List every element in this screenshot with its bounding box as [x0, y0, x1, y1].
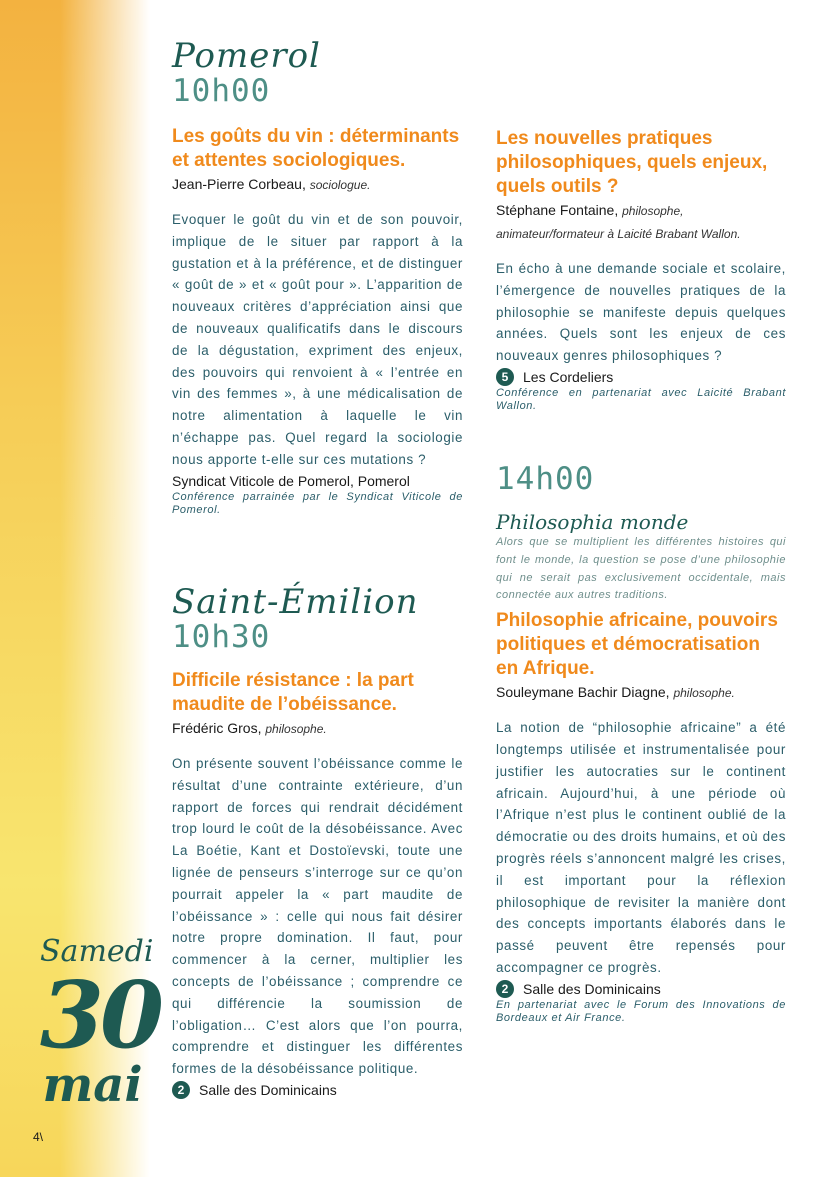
talk-note: Conférence parrainée par le Syndicat Viticole de Pomerol. [172, 490, 463, 516]
talk-title: Les goûts du vin : déterminants et attentes sociologiques. [172, 126, 460, 171]
talk-description: En écho à une demande sociale et scolaire, l’émergence de nouvelles pratiques de la philosophie se manifeste depuis quelques années. Quels sont les enjeux de ces nouveaux genres philosophiques ? [496, 261, 786, 364]
venue [496, 367, 786, 387]
speaker-role: sociologue. [309, 178, 371, 192]
speaker [172, 717, 463, 740]
speaker [496, 199, 786, 245]
time-heading: 10h00 [172, 73, 271, 109]
speaker-name: Souleymane Bachir Diagne, [496, 684, 670, 701]
venue-name: Salle des Dominicains [523, 980, 661, 997]
date-number: 30 [40, 961, 161, 1069]
date-day: Samedi [40, 934, 154, 969]
saint-emilion-section [172, 584, 463, 1100]
venue [496, 979, 786, 999]
practices-talk [496, 127, 786, 413]
time-heading: 14h00 [496, 461, 595, 497]
speaker [496, 681, 786, 704]
afternoon-section [496, 462, 786, 1025]
speaker-name: Frédéric Gros, [172, 720, 262, 736]
pomerol-section [172, 38, 463, 517]
speaker-name: Jean-Pierre Corbeau, [172, 176, 306, 192]
talk-description: La notion de “philosophie africaine” a été longtemps utilisée et instrumentalisée pour justifier les autocraties sur le continent africain. Aujourd’hui, à une période où l’Afrique n’est plus le continent oublié de la démocratie ou des droits humains, et où des progrès réels s’annoncent malgré les crises, il est important pour la réflexion philosophique de revisiter la manière dont des concepts importants élaborés dans le passé peuvent être repensés pour accompagner ce progrès. [496, 720, 786, 975]
venue [172, 1080, 463, 1100]
speaker-role: philosophe, animateur/formateur à Laicité Brabant Wallon. [496, 204, 741, 241]
talk-note: En partenariat avec le Forum des Innovations de Bordeaux et Air France. [496, 998, 786, 1024]
date-block [40, 934, 161, 1113]
venue-name: Salle des Dominicains [199, 1081, 337, 1098]
venue-name: Les Cordeliers [523, 368, 614, 385]
venue-number-icon: 5 [496, 368, 514, 386]
date-month: mai [42, 1057, 143, 1113]
cycle-intro: Alors que se multiplient les différentes histoires qui font le monde, la question se pose d’une philosophie qui ne serait pas exclusivement occidentale, mais connectée aux autres traditions. [496, 536, 786, 602]
talk-description: On présente souvent l’obéissance comme le résultat d’une contrainte extérieure, d’un rapport de forces qui rendrait décidément trop lourd le coût de la désobéissance. Avec La Boétie, Kant et Dostoïevski, toute une lignée de penseurs s’interroge sur ce qu’on pourrait appeler la « part maudite de l’obéissance » : celle qui nous fait désirer notre propre domination. Il faut, pour commencer à la cerner, multiplier les concepts de l’obéissance ; comprendre ce qui différencie la soumission de l’obligation… C’est alors que l’on pourra, comprendre et distinguer les différentes formes de la désobéissance politique. [172, 756, 463, 1077]
talk-title: Les nouvelles pratiques philosophiques, quels enjeux, quels outils ? [496, 128, 768, 197]
talk-description: Evoquer le goût du vin et de son pouvoir, implique de le situer par rapport à la gustation et à la préférence, et de distinguer « goût de » et « goût pour ». L’apparition de nouveaux critères d’appréciation ainsi que de nouveaux qualificatifs dans le discours de la dégustation, expriment des enjeux, des pouvoirs qui renvoient à « l’entrée en vin des femmes », à une médicalisation de notre alimentation à laquelle le vin n’échappe pas. Quel regard la sociologie nous apporte t-elle sur ces mutations ? [172, 212, 463, 467]
organizer: Syndicat Viticole de Pomerol, Pomerol [172, 472, 410, 489]
speaker-name: Stéphane Fontaine, [496, 202, 619, 218]
talk-note: Conférence en partenariat avec Laicité Brabant Wallon. [496, 386, 786, 412]
page-number: 4\ [33, 1130, 44, 1144]
speaker-role: philosophe. [673, 686, 735, 701]
venue-number-icon: 2 [172, 1081, 190, 1099]
venue-number-icon: 2 [496, 980, 514, 998]
place-heading: Saint-Émilion [172, 582, 419, 622]
place-heading: Pomerol [172, 36, 321, 76]
speaker-role: philosophe. [265, 722, 327, 736]
time-heading: 10h30 [172, 619, 271, 655]
talk-title: Philosophie africaine, pouvoirs politiques et démocratisation en Afrique. [496, 610, 778, 680]
talk-title: Difficile résistance : la part maudite de l’obéissance. [172, 670, 414, 715]
speaker [172, 173, 463, 196]
cycle-heading: Philosophia monde [496, 510, 689, 534]
